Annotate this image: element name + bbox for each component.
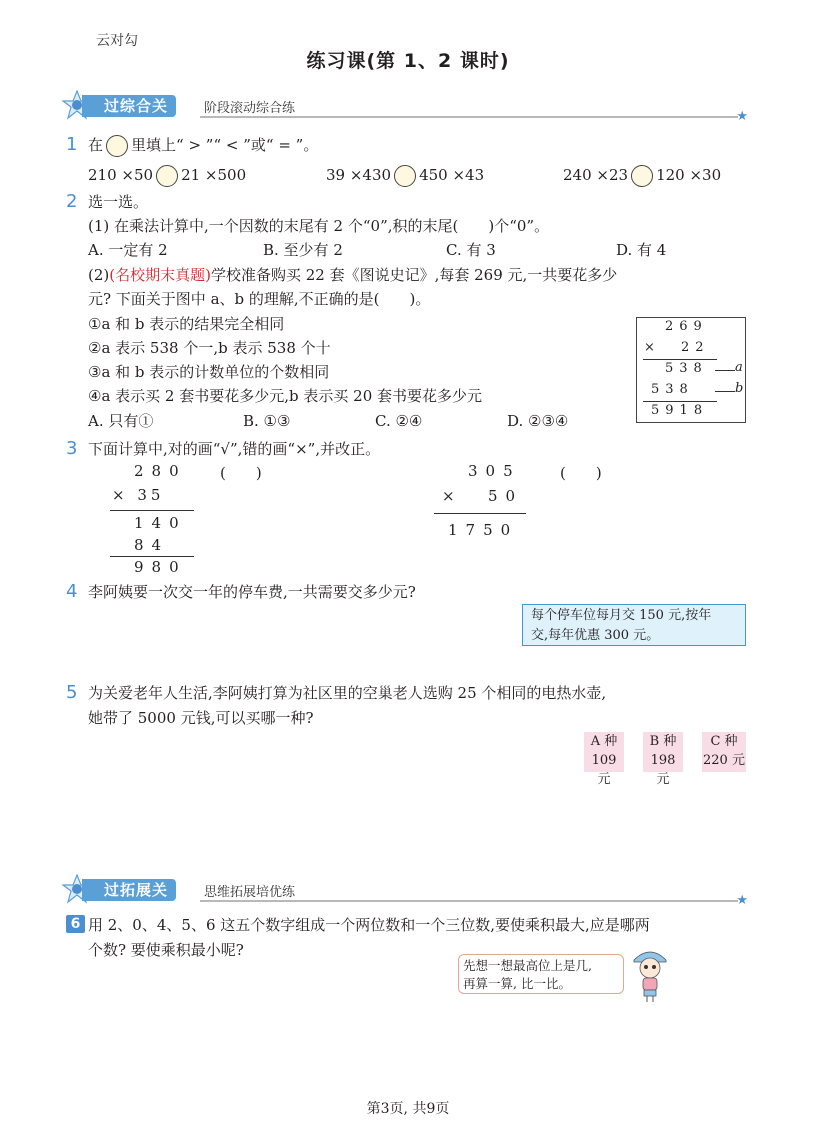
question-number: 3 — [66, 438, 78, 459]
compare-right: 21 ×500 — [181, 166, 247, 184]
calc-label-b: b — [735, 381, 744, 396]
calc-partial: 84 — [134, 536, 170, 554]
calc-partial-a: 538 — [665, 361, 708, 376]
calc-multiply-sign: × — [644, 340, 663, 355]
calc-rule — [110, 510, 194, 511]
compare-item — [563, 163, 721, 187]
section-badge: 过综合关 — [82, 95, 176, 117]
star-end-icon: ★ — [736, 109, 748, 124]
statement: ④a 表示买 2 套书要花多少元,b 表示买 20 套书要花多少元 — [88, 387, 483, 405]
hint-speech-bubble — [458, 954, 624, 994]
price-value: 109 元 — [591, 753, 617, 787]
calc-partial: 140 — [134, 514, 187, 532]
calc-result: 1750 — [448, 521, 519, 539]
prompt-text: 里填上“ > ”“ < ”或“ = ”。 — [131, 136, 319, 154]
arrow-b-icon — [715, 391, 735, 392]
calc-rule — [434, 513, 526, 514]
question-number: 4 — [66, 581, 78, 602]
answer-circle[interactable] — [394, 165, 416, 187]
calc-factor: 22 — [681, 340, 710, 355]
header-tag: 云对勾 — [96, 33, 138, 49]
calc-multiplier: × 35 — [112, 486, 165, 504]
price-card — [643, 732, 683, 787]
answer-parentheses[interactable]: ( ) — [220, 464, 262, 482]
vertical-calculation-1 — [100, 460, 300, 580]
section-banner-extension — [62, 874, 752, 906]
question-prompt: 她带了 5000 元钱,可以买哪一种? — [88, 709, 314, 727]
option: B. ①③ — [243, 412, 291, 430]
hint-line: 先想一想最高位上是几, — [463, 958, 592, 973]
subquestion-prefix: (2) — [88, 266, 110, 284]
option: C. ②④ — [375, 412, 423, 430]
source-tag: (名校期末真题) — [109, 266, 211, 284]
statement: ②a 表示 538 个一,b 表示 538 个十 — [88, 339, 331, 357]
subquestion-text: (1) 在乘法计算中,一个因数的末尾有 2 个“0”,积的末尾( )个“0”。 — [88, 217, 550, 235]
page-title: 练习课(第 1、2 课时) — [306, 50, 510, 72]
price-card — [702, 732, 746, 772]
section-badge: 过拓展关 — [82, 879, 176, 901]
compare-left: 210 ×50 — [88, 166, 154, 184]
option: D. ②③④ — [507, 412, 569, 430]
calc-top: 269 — [665, 319, 708, 334]
calc-label-a: a — [735, 360, 743, 375]
answer-parentheses[interactable]: ( ) — [560, 464, 602, 482]
option: C. 有 3 — [446, 241, 496, 259]
hint-line: 再算一算, 比一比。 — [463, 976, 571, 991]
question-prompt: 选一选。 — [88, 193, 149, 211]
calc-rule — [643, 359, 717, 360]
info-line: 交,每年优惠 300 元。 — [531, 628, 660, 643]
compare-left: 39 ×430 — [326, 166, 392, 184]
question-prompt: 李阿姨要一次交一年的停车费,一共需要交多少元? — [88, 583, 416, 601]
question-number: 1 — [66, 134, 78, 155]
question-number: 2 — [66, 191, 78, 212]
subquestion-line: 元? 下面关于图中 a、b 的理解,不正确的是( )。 — [88, 290, 431, 308]
price-kind: B 种 — [649, 734, 677, 749]
compare-left: 240 ×23 — [563, 166, 629, 184]
question-prompt: 下面计算中,对的画“√”,错的画“×”,并改正。 — [88, 440, 381, 458]
answer-circle — [106, 135, 128, 157]
page-footer: 第3页, 共9页 — [366, 1101, 450, 1117]
section-subtitle: 阶段滚动综合练 — [204, 101, 296, 116]
section-banner-comprehensive — [62, 90, 752, 122]
arrow-a-icon — [715, 370, 735, 371]
star-end-icon: ★ — [736, 893, 748, 908]
calc-factor: 50 — [488, 487, 524, 505]
calc-partial-b: 538 — [651, 382, 694, 397]
price-kind: C 种 — [710, 734, 738, 749]
statement: ③a 和 b 表示的计数单位的个数相同 — [88, 363, 330, 381]
calc-rule — [110, 556, 194, 557]
section-subtitle: 思维拓展培优练 — [204, 885, 296, 900]
option: A. 只有① — [88, 412, 154, 430]
calc-multiply-sign: × — [442, 487, 463, 505]
answer-circle[interactable] — [156, 165, 178, 187]
question-number: 5 — [66, 682, 78, 703]
girl-mascot-icon — [630, 944, 670, 1004]
section-divider — [200, 900, 738, 902]
calc-top: 305 — [468, 462, 521, 480]
question-prompt: 个数? 要使乘积最小呢? — [88, 941, 244, 959]
calc-result: 980 — [134, 558, 187, 576]
option: B. 至少有 2 — [263, 241, 343, 259]
vertical-calculation-2 — [430, 460, 630, 550]
question-prompt: 用 2、0、4、5、6 这五个数字组成一个两位数和一个三位数,要使乘积最大,应是哪两 — [88, 916, 650, 934]
subquestion-line: 学校准备购买 22 套《图说史记》,每套 269 元,一共要花多少 — [210, 266, 618, 284]
answer-circle[interactable] — [631, 165, 653, 187]
price-value: 220 元 — [703, 753, 745, 768]
compare-right: 450 ×43 — [419, 166, 485, 184]
price-value: 198 元 — [650, 753, 676, 787]
vertical-calculation-figure — [636, 317, 746, 423]
info-box — [522, 604, 746, 646]
option: A. 一定有 2 — [88, 241, 168, 259]
question-prompt — [88, 133, 318, 157]
question-number: 6 — [66, 915, 85, 933]
price-card — [584, 732, 624, 787]
info-line: 每个停车位每月交 150 元,按年 — [531, 608, 712, 623]
question-prompt: 为关爱老年人生活,李阿姨打算为社区里的空巢老人选购 25 个相同的电热水壶, — [88, 684, 607, 702]
section-divider — [200, 116, 738, 118]
calc-rule — [643, 401, 717, 402]
compare-item — [326, 163, 484, 187]
option: D. 有 4 — [616, 241, 667, 259]
compare-item — [88, 163, 246, 187]
compare-right: 120 ×30 — [656, 166, 722, 184]
statement: ①a 和 b 表示的结果完全相同 — [88, 315, 285, 333]
calc-result: 5918 — [651, 403, 709, 418]
prompt-text: 在 — [88, 136, 104, 154]
calc-top: 280 — [134, 462, 187, 480]
price-kind: A 种 — [590, 734, 618, 749]
subquestion-text — [88, 263, 617, 287]
